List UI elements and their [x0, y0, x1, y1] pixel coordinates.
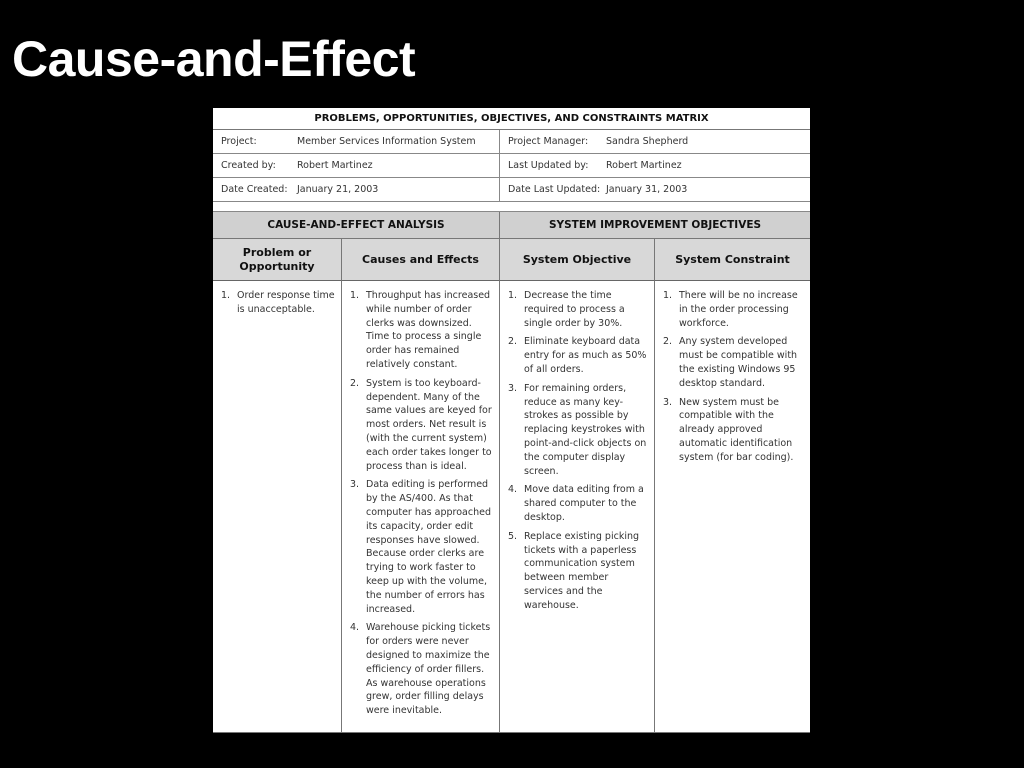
item-number: 2.: [350, 377, 360, 389]
cause-effect-group-header: CAUSE-AND-EFFECT ANALYSIS: [213, 212, 500, 239]
item-number: 3.: [508, 382, 518, 394]
item-number: 1.: [508, 290, 518, 301]
project-header: [213, 130, 810, 202]
item-text: Eliminate keyboard data entry for as much as 50% of all orders.: [524, 336, 647, 375]
date-last-updated-cell: [500, 178, 810, 202]
item-text: New system must be compatible with the already approved automatic identification system (for bar coding).: [679, 396, 794, 463]
item-text: Data editing is performed by the AS/400. As that computer has approached its capacity, order edit responses have slowed. Because order clerks are trying to work faster to keep up with the volume, the number of errors has increased.: [366, 479, 491, 615]
list-item: [508, 335, 648, 376]
item-number: 1.: [221, 290, 231, 301]
list-item: [663, 396, 804, 465]
project-cell: [213, 130, 500, 154]
list-item: [508, 289, 648, 330]
last-updated-by-label: Last Updated by:: [508, 160, 589, 171]
item-text: For remaining orders, reduce as many key-strokes as possible by replacing keystrokes with point-and-click objects on the computer display screen.: [524, 382, 647, 477]
matrix-document: [213, 108, 810, 733]
causes-column: [342, 281, 500, 732]
created-by-value: Robert Martinez: [297, 160, 373, 171]
project-value: Member Services Information System: [297, 136, 476, 147]
date-last-updated-value: January 31, 2003: [606, 184, 688, 195]
list-item: [663, 335, 804, 390]
list-item: [221, 289, 335, 317]
item-text: Replace existing picking tickets with a paperless communication system between member services and the warehouse.: [524, 530, 640, 611]
item-number: 5.: [508, 530, 518, 542]
date-last-updated-label: Date Last Updated:: [508, 184, 601, 195]
created-by-label: Created by:: [221, 160, 276, 171]
table-bottom-border: [213, 732, 810, 733]
list-item: [508, 382, 648, 479]
item-text: Warehouse picking tickets for orders were never designed to maximize the efficiency of order fillers. As warehouse operations grew, order filling delays were inevitable.: [366, 622, 491, 717]
item-text: Move data editing from a shared computer to the desktop.: [524, 484, 644, 523]
item-number: 3.: [350, 479, 360, 491]
item-number: 3.: [663, 396, 673, 408]
item-text: System is too keyboard-dependent. Many of the same values are keyed for most orders. Net result is (with the current system) each order takes longer to process than is ideal.: [366, 377, 492, 472]
item-text: Decrease the time required to process a single order by 30%.: [524, 290, 625, 329]
last-updated-by-value: Robert Martinez: [606, 160, 682, 171]
project-manager-cell: [500, 130, 810, 154]
date-created-label: Date Created:: [221, 184, 288, 195]
slide-title: Cause-and-Effect: [12, 31, 416, 87]
list-item: [350, 289, 493, 372]
item-number: 4.: [508, 484, 518, 496]
item-number: 2.: [508, 336, 518, 348]
objective-column-header: System Objective: [500, 239, 655, 281]
list-item: [350, 478, 493, 616]
item-text: There will be no increase in the order processing workforce.: [679, 290, 798, 329]
item-text: Order response time is unacceptable.: [237, 290, 335, 315]
created-by-cell: [213, 154, 500, 178]
item-number: 1.: [350, 290, 360, 301]
item-number: 1.: [663, 290, 673, 301]
date-created-value: January 21, 2003: [297, 184, 379, 195]
list-item: [350, 377, 493, 474]
list-item: [350, 621, 493, 718]
list-item: [508, 483, 648, 524]
problem-column: [213, 281, 342, 732]
item-number: 4.: [350, 622, 360, 634]
objectives-group-header: SYSTEM IMPROVEMENT OBJECTIVES: [500, 212, 810, 239]
list-item: [508, 530, 648, 613]
project-manager-label: Project Manager:: [508, 136, 589, 147]
date-created-cell: [213, 178, 500, 202]
item-text: Any system developed must be compatible with the existing Windows 95 desktop standard.: [679, 336, 798, 389]
causes-column-header: Causes and Effects: [342, 239, 500, 281]
item-number: 2.: [663, 336, 673, 348]
matrix-title: PROBLEMS, OPPORTUNITIES, OBJECTIVES, AND CONSTRAINTS MATRIX: [213, 108, 810, 130]
project-manager-value: Sandra Shepherd: [606, 136, 689, 147]
objective-column: [500, 281, 655, 732]
project-label: Project:: [221, 136, 257, 147]
problem-column-header: Problem or Opportunity: [213, 239, 342, 281]
list-item: [663, 289, 804, 330]
section-divider: [213, 202, 810, 212]
analysis-table: [213, 212, 810, 732]
constraint-column-header: System Constraint: [655, 239, 810, 281]
item-text: Throughput has increased while number of order clerks was downsized. Time to process a single order has remained relatively constant.: [366, 290, 491, 370]
last-updated-by-cell: [500, 154, 810, 178]
constraint-column: [655, 281, 810, 732]
